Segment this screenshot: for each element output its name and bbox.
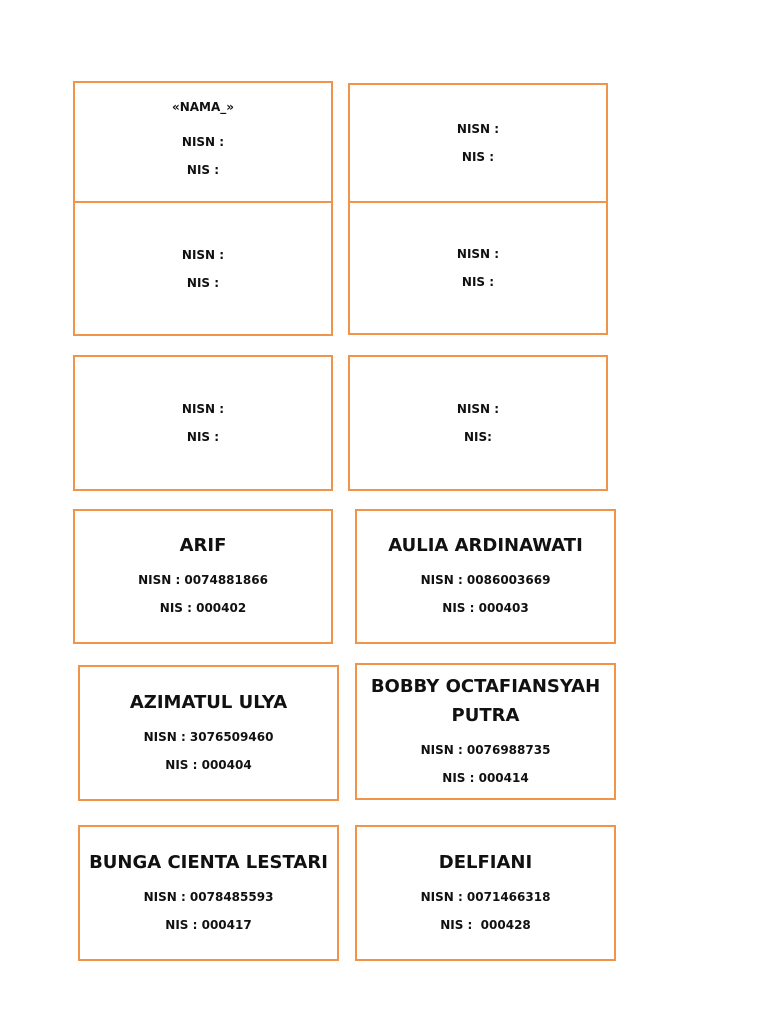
- student-nis: NIS : 000403: [442, 601, 529, 615]
- student-nis: NIS : 000417: [165, 917, 252, 932]
- student-nisn: NISN : 0086003669: [420, 573, 551, 587]
- student-nisn: NISN : 0074881866: [138, 573, 268, 587]
- student-nisn: NISN : 0071466318: [420, 889, 551, 904]
- student-name: BOBBY OCTAFIANSYAH PUTRA: [370, 675, 601, 726]
- card-nisn: NISN :: [456, 402, 500, 416]
- student-nisn: NISN : 3076509460: [143, 729, 274, 744]
- student-card-bunga: [78, 825, 339, 961]
- card-nis: NIS :: [461, 275, 495, 289]
- student-name: AULIA ARDINAWATI: [388, 535, 583, 556]
- card-nis: NIS:: [464, 430, 492, 444]
- card-nisn: NISN :: [181, 402, 225, 416]
- card-nisn: NISN :: [181, 135, 225, 149]
- label-card-3: [348, 201, 608, 335]
- student-name: AZIMATUL ULYA: [129, 691, 288, 713]
- card-nisn: NISN :: [181, 247, 225, 262]
- student-nisn: NISN : 0078485593: [143, 889, 274, 904]
- student-name: ARIF: [179, 535, 227, 556]
- student-card-bobby: [355, 663, 616, 800]
- student-nis: NIS : 000428: [440, 917, 531, 932]
- card-nis: NIS :: [186, 163, 220, 177]
- student-nis: NIS : 000404: [165, 757, 252, 772]
- card-nis: NIS :: [186, 430, 220, 444]
- label-card-4: [73, 355, 333, 491]
- student-card-aulia: [355, 509, 616, 644]
- label-card-2: [73, 201, 333, 336]
- label-card-0: [73, 81, 333, 203]
- label-card-5: [348, 355, 608, 491]
- student-name: BUNGA CIENTA LESTARI: [89, 851, 328, 873]
- card-nisn: NISN :: [456, 122, 500, 136]
- label-card-1: [348, 83, 608, 203]
- card-nis: NIS :: [461, 150, 495, 164]
- student-nisn: NISN : 0076988735: [420, 742, 551, 757]
- student-card-delfiani: [355, 825, 616, 961]
- student-card-azimatul: [78, 665, 339, 801]
- card-nisn: NISN :: [456, 247, 500, 261]
- student-nis: NIS : 000402: [159, 601, 247, 615]
- student-name: DELFIANI: [438, 851, 533, 873]
- student-nis: NIS : 000414: [442, 770, 529, 785]
- card-name-placeholder: «NAMA_»: [171, 100, 235, 114]
- card-nis: NIS :: [186, 275, 220, 290]
- student-card-arif: [73, 509, 333, 644]
